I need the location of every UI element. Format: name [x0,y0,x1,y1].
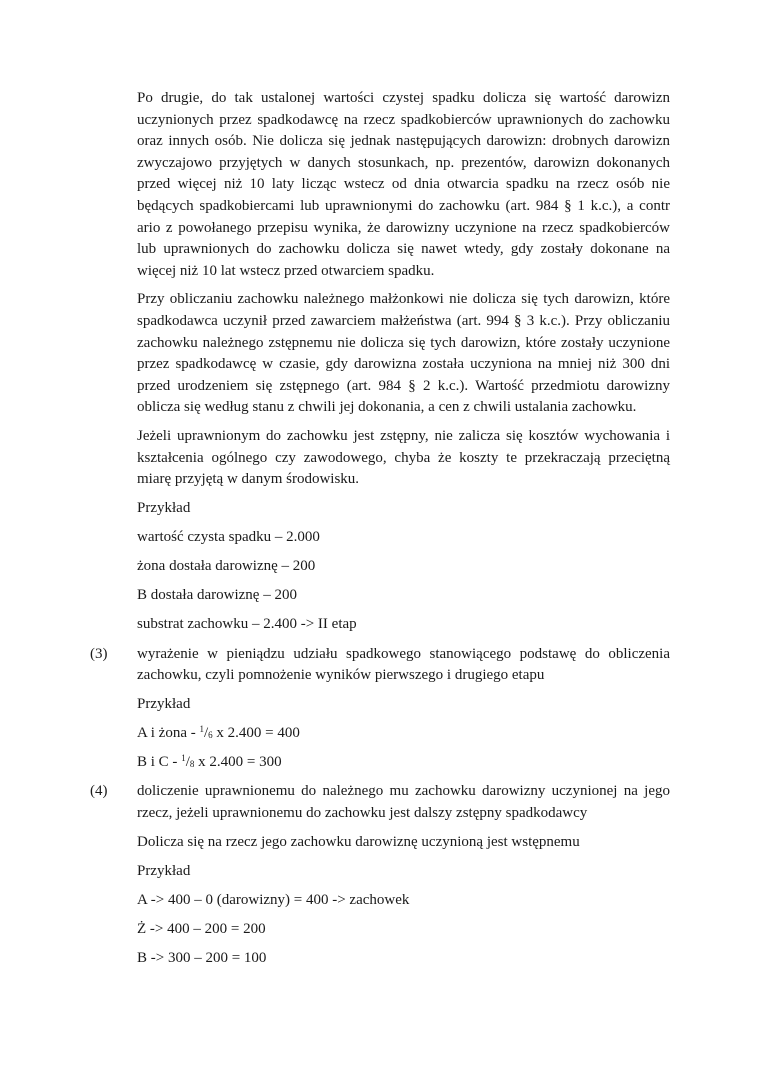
item-note: Dolicza się na rzecz jego zachowku darowiznę uczynioną jest wstępnemu [137,833,580,850]
formula-line [137,752,670,774]
formula-suffix: x 2.400 = 400 [212,725,300,741]
example-line: wartość czysta spadku – 2.000 [137,528,320,545]
example-line: żona dostała darowiznę – 200 [137,558,316,575]
numbered-item-3 [90,644,670,687]
example-heading: Przykład [137,862,191,879]
item-text: wyrażenie w pieniądzu udziału spadkowego stanowiącego podstawę do obliczenia zachowku, czyli pomnożenie wyników pierwszego i drugiego etapu [137,645,670,684]
example-line: B -> 300 – 200 = 100 [137,950,267,967]
formula-suffix: x 2.400 = 300 [194,754,282,771]
paragraph-spouse-descendant: Przy obliczaniu zachowku należnego małżonkowi nie dolicza się tych darowizn, które spadkodawca uczynił przed zawarciem małżeństwa (art. 994 § 3 k.c.). Przy obliczaniu zachowku należnego zstępnemu nie dolicza się tych darowizn, które zostały uczynione przez spadkodawcę w czasie, gdy darowizna została uczyniona na mniej niż 300 dni przed urodzeniem się zstępnego (art. 984 § 2 k.c.). Wartość przedmiotu darowizny oblicza się według stanu z chwili jej dokonania, a cen z chwili ustalania zachowku. [137,291,670,416]
paragraph-upbringing-costs: Jeżeli uprawnionym do zachowku jest zstępny, nie zalicza się kosztów wychowania i kształcenia ogólnego czy zawodowego, chyba że koszty te przekraczają przeciętną miarę przyjętą w danym środowisku. [137,427,670,488]
fraction-numerator: 1 [199,724,204,734]
fraction-slash: / [185,754,190,771]
fraction-denominator: 6 [208,730,213,740]
fraction-numerator: 1 [181,753,186,764]
paragraph-gifts-addition: Po drugie, do tak ustalonej wartości czystej spadku dolicza się wartość darowizn uczynionych przez spadkodawcę na rzecz spadkobierców uprawnionych do zachowku oraz innych osób. Nie dolicza się jednak następujących darowizn: drobnych darowizn zwyczajowo przyjętych w danych stosunkach, np. prezentów, darowizn dokonanych przed więcej niż 10 laty licząc wstecz od dnia otwarcia spadku na rzecz osób nie będących spadkobiercami lub uprawnionymi do zachowku (art. 984 § 1 k.c.), a contr ario z powołanego przepisu wynika, że darowizny uczynione na rzecz spadkobierców lub uprawnionych do zachowku dolicza się nawet wtedy, gdy zostały dokonane na więcej niż 10 lat wstecz przed otwarciem spadku. [137,90,670,279]
fraction-denominator: 8 [189,759,195,770]
formula-line [137,723,670,745]
example-heading: Przykład [137,695,191,712]
fraction-slash: / [203,725,209,741]
numbered-item-4 [90,781,670,824]
example-line: B dostała darowiznę – 200 [137,587,297,604]
example-line: Ż -> 400 – 200 = 200 [137,921,266,938]
example-line: A -> 400 – 0 (darowizny) = 400 -> zachowek [137,891,410,908]
formula-prefix: A i żona - [137,725,200,741]
example-heading: Przykład [137,499,191,516]
example-line: substrat zachowku – 2.400 -> II etap [137,616,357,633]
item-number: (4) [90,783,108,800]
item-text: doliczenie uprawnionemu do należnego mu zachowku darowizny uczynionej na jego rzecz, jeżeli uprawnionemu do zachowku jest dalszy zstępny spadkodawcy [137,783,670,821]
formula-prefix: B i C - [137,754,182,771]
page-content [90,88,670,978]
item-number: (3) [90,645,108,662]
